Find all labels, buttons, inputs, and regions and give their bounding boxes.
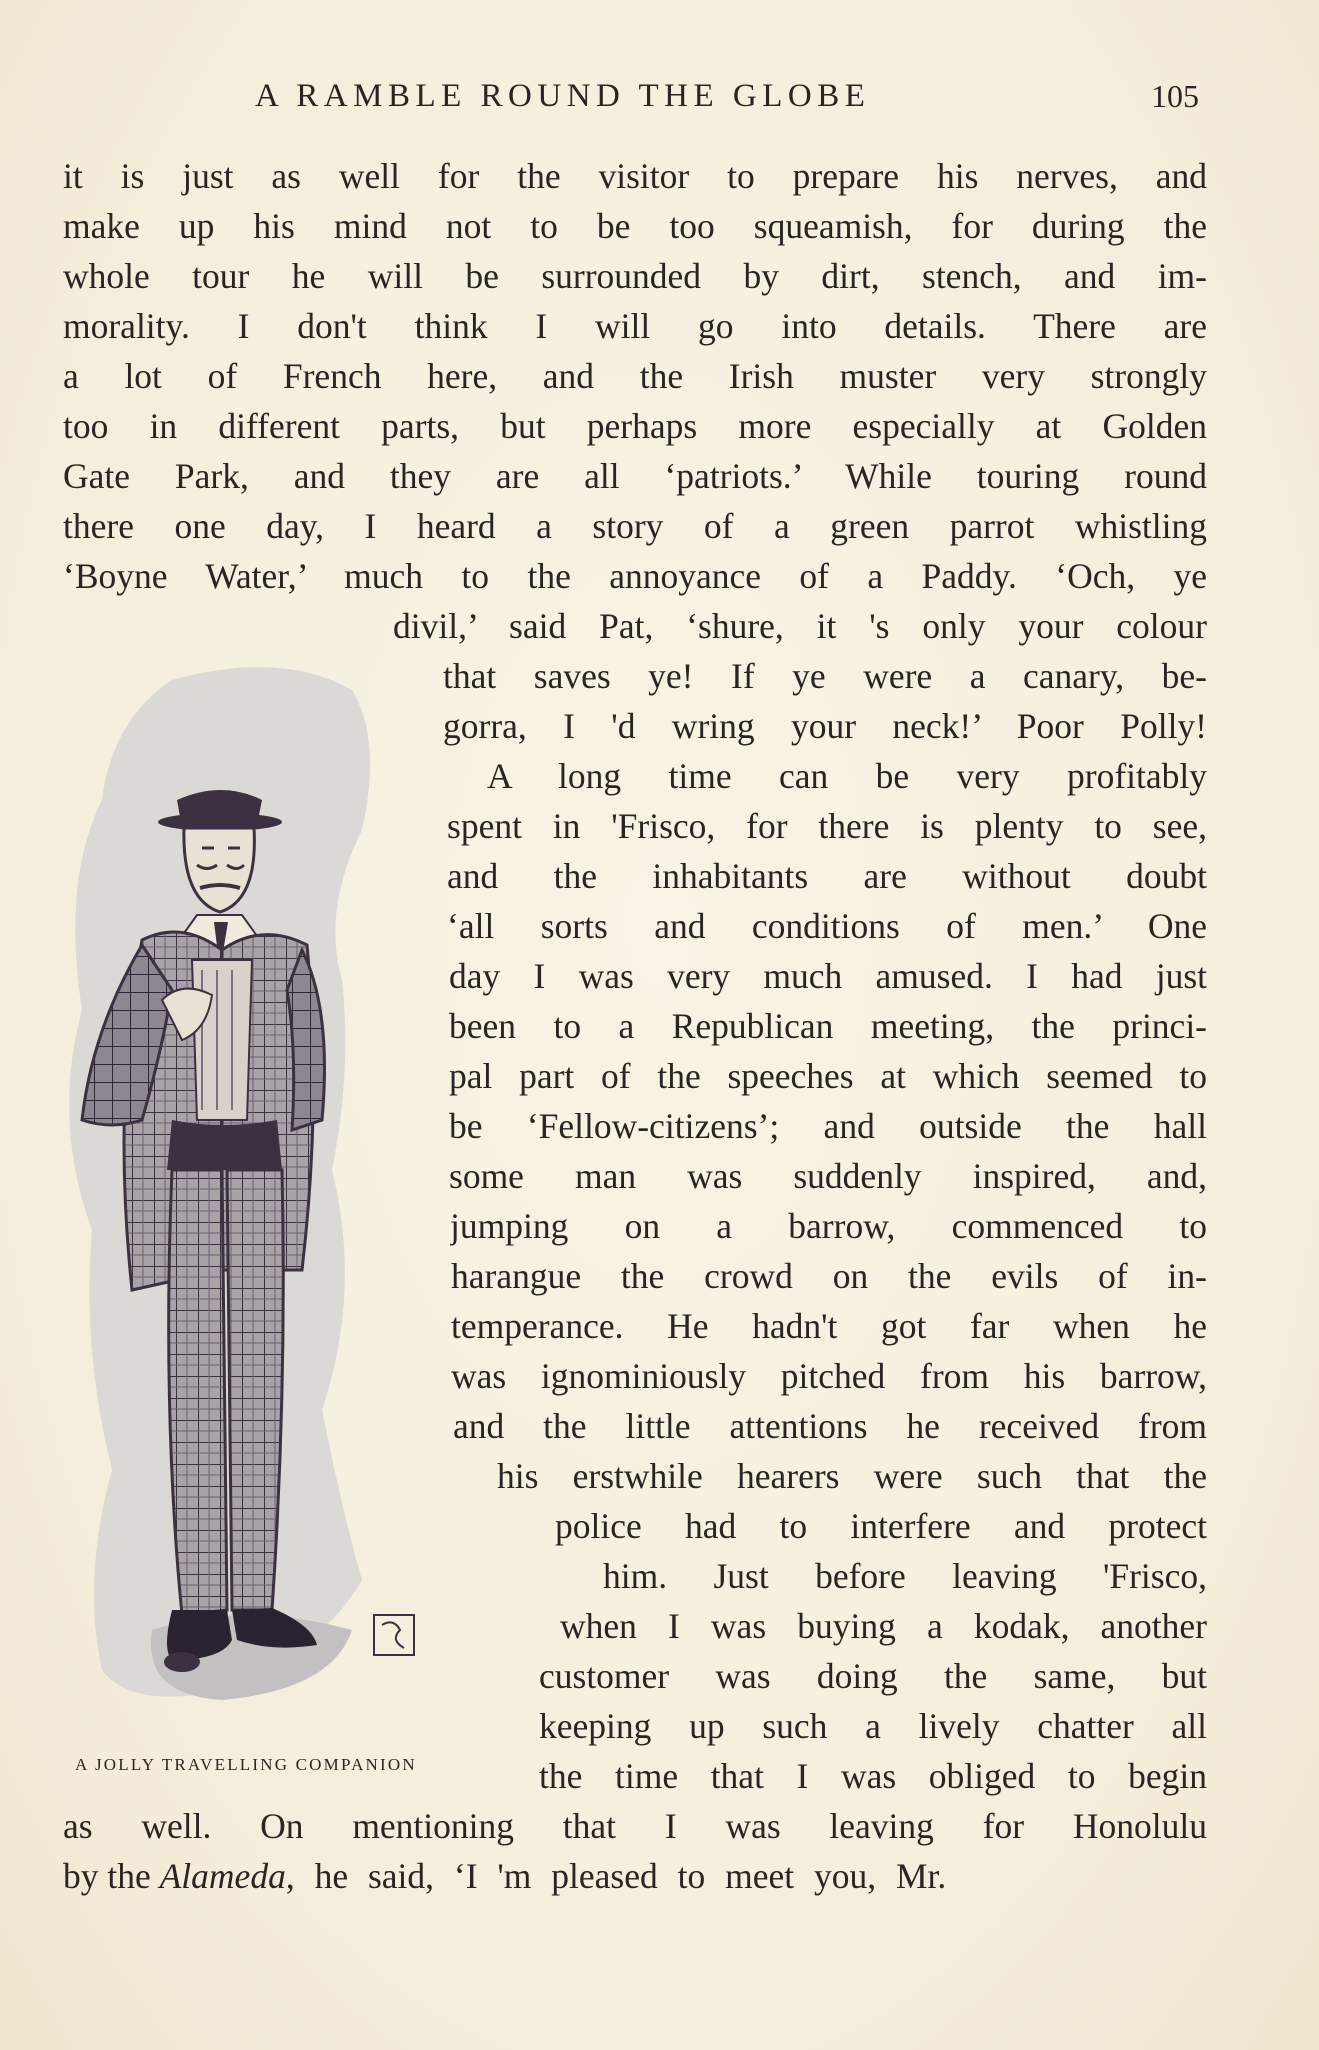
- text-line: been to a Republican meeting, the princi-: [449, 1006, 1207, 1046]
- text-line: make up his mind not to be too squeamish, for during the: [63, 206, 1207, 246]
- text-line: ‘Boyne Water,’ much to the annoyance of a Paddy. ‘Och, ye: [63, 556, 1207, 596]
- text-run: , he said, ‘I 'm pleased to meet you, Mr.: [285, 1856, 947, 1896]
- text-line: it is just as well for the visitor to prepare his nerves, and: [63, 156, 1207, 196]
- text-line: temperance. He hadn't got far when he: [451, 1306, 1207, 1346]
- text-line: [63, 1851, 1207, 1901]
- text-run: by the: [63, 1856, 160, 1896]
- gentleman-illustration: [22, 650, 422, 1740]
- text-line: keeping up such a lively chatter all: [539, 1706, 1207, 1746]
- running-title: A RAMBLE ROUND THE GLOBE: [255, 78, 871, 114]
- text-line: his erstwhile hearers were such that the: [497, 1456, 1207, 1496]
- page-number: 105: [1151, 78, 1199, 114]
- text-line: and the little attentions he received from: [453, 1406, 1207, 1446]
- text-line: when I was buying a kodak, another: [560, 1606, 1207, 1646]
- text-line: a lot of French here, and the Irish muster very strongly: [63, 356, 1207, 396]
- text-line: was ignominiously pitched from his barrow,: [451, 1356, 1207, 1396]
- text-line: ‘all sorts and conditions of men.’ One: [447, 906, 1207, 946]
- artist-monogram: [374, 1615, 414, 1655]
- text-line: gorra, I 'd wring your neck!’ Poor Polly!: [443, 706, 1207, 746]
- text-line: jumping on a barrow, commenced to: [450, 1206, 1207, 1246]
- text-line: him. Just before leaving 'Frisco,: [603, 1556, 1207, 1596]
- text-line: spent in 'Frisco, for there is plenty to see,: [447, 806, 1207, 846]
- text-line: there one day, I heard a story of a green parrot whistling: [63, 506, 1207, 546]
- text-line: day I was very much amused. I had just: [449, 956, 1207, 996]
- text-line: be ‘Fellow-citizens’; and outside the hall: [449, 1106, 1207, 1146]
- text-line: Gate Park, and they are all ‘patriots.’ While touring round: [63, 456, 1207, 496]
- text-line: divil,’ said Pat, ‘shure, it 's only your colour: [393, 606, 1207, 646]
- text-line: A long time can be very profitably: [487, 756, 1207, 796]
- text-line: and the inhabitants are without doubt: [447, 856, 1207, 896]
- text-line: the time that I was obliged to begin: [539, 1756, 1207, 1796]
- text-line: pal part of the speeches at which seemed to: [449, 1056, 1207, 1096]
- text-line: as well. On mentioning that I was leaving for Honolulu: [63, 1806, 1207, 1846]
- ship-name: Alameda: [159, 1856, 286, 1896]
- page-header: [0, 78, 1319, 122]
- text-line: harangue the crowd on the evils of in-: [451, 1256, 1207, 1296]
- text-line: that saves ye! If ye were a canary, be-: [443, 656, 1207, 696]
- text-line: police had to interfere and protect: [555, 1506, 1207, 1546]
- text-line: customer was doing the same, but: [539, 1656, 1207, 1696]
- text-line: whole tour he will be surrounded by dirt, stench, and im-: [63, 256, 1207, 296]
- text-line: too in different parts, but perhaps more especially at Golden: [63, 406, 1207, 446]
- text-line: some man was suddenly inspired, and,: [449, 1156, 1207, 1196]
- text-line: morality. I don't think I will go into details. There are: [63, 306, 1207, 346]
- illustration-caption: A JOLLY TRAVELLING COMPANION: [75, 1755, 417, 1774]
